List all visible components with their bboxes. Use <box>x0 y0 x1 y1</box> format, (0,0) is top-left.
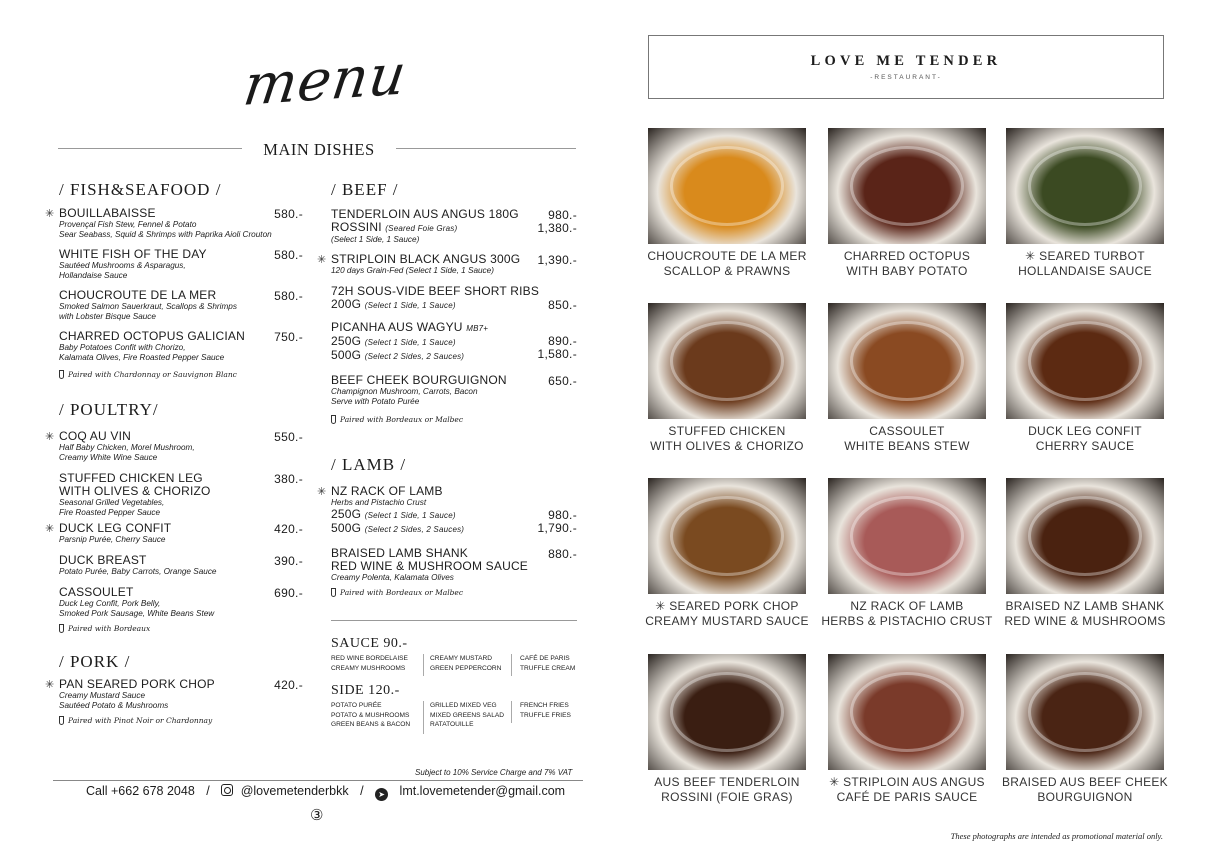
item-name: 72H SOUS-VIDE BEEF SHORT RIBS <box>331 284 540 298</box>
plate-shape <box>1028 672 1142 752</box>
item-desc: Potato Purée, Baby Carrots, Orange Sauce <box>59 567 217 576</box>
item-variant: 200G (Select 1 Side, 1 Sauce) <box>331 297 456 311</box>
item-desc: Baby Potatoes Confit with Chorizo, <box>59 343 186 352</box>
caption-line: AUS BEEF TENDERLOIN <box>654 775 800 789</box>
item-name: DUCK BREAST <box>59 553 147 567</box>
item-price: 1,790.- <box>537 521 577 535</box>
menu-item-white-fish <box>59 248 207 280</box>
dish-photo <box>1006 128 1164 244</box>
caption-line: CREAMY MUSTARD SAUCE <box>645 614 809 628</box>
caption-line: WITH BABY POTATO <box>846 264 968 278</box>
menu-item-octopus <box>59 330 245 362</box>
plate-shape <box>850 321 964 401</box>
side-option: FRENCH FRIES <box>520 702 569 709</box>
brand-name: LOVE ME TENDER <box>810 53 1002 69</box>
caption-line: DUCK LEG CONFIT <box>1028 424 1142 438</box>
pairing-text: Paired with Pinot Noir or Chardonnay <box>68 716 213 725</box>
item-name: WITH OLIVES & CHORIZO <box>59 484 211 498</box>
item-desc: Seasonal Grilled Vegetables, <box>59 498 165 507</box>
item-name: BOUILLABAISSE <box>59 206 156 220</box>
side-list <box>430 701 504 730</box>
wine-glass-icon <box>59 716 64 725</box>
item-price: 550.- <box>274 430 303 444</box>
item-desc: Parsnip Purée, Cherry Sauce <box>59 535 166 544</box>
caption-line: CHERRY SAUCE <box>1035 439 1135 453</box>
dish-caption <box>818 249 996 279</box>
side-option: POTATO PURÉE <box>331 702 382 709</box>
item-desc: Half Baby Chicken, Morel Mushroom, <box>59 443 195 452</box>
signature-star-icon: ✳ <box>45 679 55 691</box>
item-name: STUFFED CHICKEN LEG <box>59 471 203 485</box>
menu-item-striploin <box>331 253 520 276</box>
item-desc: Creamy Mustard Sauce <box>59 691 146 700</box>
menu-item-cassoulet <box>59 586 214 618</box>
item-price: 890.- <box>548 334 577 348</box>
caption-line: WHITE BEANS STEW <box>844 439 970 453</box>
caption-line: CHARRED OCTOPUS <box>843 249 971 263</box>
dish-caption <box>818 775 996 805</box>
item-name: CASSOULET <box>59 585 134 599</box>
item-name: CHOUCROUTE DE LA MER <box>59 288 217 302</box>
item-price: 980.- <box>548 508 577 522</box>
signature-star-icon: ✳ <box>45 208 55 220</box>
signature-star-icon: ✳ <box>317 486 327 498</box>
side-heading: SIDE 120.- <box>331 683 400 698</box>
menu-item-rack-of-lamb <box>331 485 464 536</box>
item-name: COQ AU VIN <box>59 429 132 443</box>
item-desc: Hollandaise Sauce <box>59 270 128 280</box>
plate-shape <box>850 146 964 226</box>
caption-line: STUFFED CHICKEN <box>668 424 786 438</box>
menu-item-bouillabaisse <box>59 207 272 239</box>
item-desc: Smoked Pork Sausage, White Beans Stew <box>59 608 215 618</box>
item-price: 980.- <box>548 208 577 222</box>
side-option: RATATOUILLE <box>430 721 474 729</box>
dish-photo <box>828 654 986 770</box>
item-variant: 250G (Select 1 Side, 1 Sauce) <box>331 334 456 348</box>
item-name: NZ RACK OF LAMB <box>331 484 443 498</box>
separator: / <box>360 784 364 798</box>
menu-item-stuffed-chicken <box>59 472 211 517</box>
dish-caption <box>818 424 996 454</box>
menu-item-tenderloin <box>331 208 519 245</box>
item-price: 580.- <box>274 248 303 262</box>
main-dishes-heading: MAIN DISHES <box>263 140 375 159</box>
caption-line: NZ RACK OF LAMB <box>850 599 964 613</box>
separator: / <box>206 784 210 798</box>
wine-pairing-note <box>59 624 150 633</box>
wine-glass-icon <box>59 370 64 379</box>
item-name: BRAISED LAMB SHANK <box>331 546 468 560</box>
caption-line: CHOUCROUTE DE LA MER <box>647 249 807 263</box>
item-price: 690.- <box>274 586 303 600</box>
item-desc: Creamy White Wine Sauce <box>59 452 158 462</box>
wine-glass-icon <box>331 588 336 597</box>
signature-star-icon: ✳ <box>45 431 55 443</box>
menu-item-beef-cheek <box>331 374 507 406</box>
caption-line: HOLLANDAISE SAUCE <box>1018 264 1152 278</box>
item-desc: Champignon Mushroom, Carrots, Bacon <box>331 387 478 396</box>
item-desc: Sautéed Mushrooms & Asparagus, <box>59 261 186 270</box>
plate-shape <box>850 672 964 752</box>
item-desc: Sear Seabass, Squid & Shrimps with Paprika Aioli Crouton <box>59 229 272 239</box>
side-option: GRILLED MIXED VEG <box>430 702 497 709</box>
item-price: 420.- <box>274 678 303 692</box>
item-name: TENDERLOIN AUS ANGUS 180G <box>331 207 519 221</box>
side-option: GREEN BEANS & BACON <box>331 721 411 729</box>
plate-shape <box>670 321 784 401</box>
dish-caption <box>818 599 996 629</box>
divider <box>58 148 242 149</box>
divider <box>53 780 583 781</box>
email-address[interactable]: lmt.lovemetender@gmail.com <box>399 784 566 798</box>
item-price: 850.- <box>548 298 577 312</box>
caption-line: ✳ SEARED PORK CHOP <box>655 599 799 613</box>
caption-line: CAFÉ DE PARIS SAUCE <box>836 790 978 804</box>
dish-photo <box>1006 478 1164 594</box>
item-name: BEEF CHEEK BOURGUIGNON <box>331 373 507 387</box>
column-divider <box>511 654 512 676</box>
menu-item-choucroute <box>59 289 237 321</box>
dish-caption <box>996 775 1174 805</box>
dish-photo <box>648 478 806 594</box>
menu-item-pork-chop <box>59 678 215 710</box>
item-desc: Provençal Fish Stew, Fennel & Potato <box>59 220 197 229</box>
item-name: WHITE FISH OF THE DAY <box>59 247 207 261</box>
caption-line: RED WINE & MUSHROOMS <box>1004 614 1166 628</box>
item-variant: ROSSINI (Seared Foie Gras) <box>331 220 458 234</box>
item-name: DUCK LEG CONFIT <box>59 521 172 535</box>
item-price: 580.- <box>274 289 303 303</box>
item-price: 380.- <box>274 472 303 486</box>
item-price: 580.- <box>274 207 303 221</box>
column-divider <box>423 701 424 734</box>
sauce-option: CREAMY MUSHROOMS <box>331 664 406 672</box>
column-divider <box>423 654 424 676</box>
menu-item-picanha <box>331 321 488 363</box>
service-charge-note: Subject to 10% Service Charge and 7% VAT <box>415 768 573 777</box>
dish-photo <box>648 128 806 244</box>
section-poultry: / POULTRY/ <box>59 400 159 419</box>
item-desc: (Select 1 Side, 1 Sauce) <box>331 235 420 244</box>
contact-footer <box>86 784 565 801</box>
brand-subtitle: -RESTAURANT- <box>870 74 942 81</box>
item-price: 420.- <box>274 522 303 536</box>
pairing-text: Paired with Bordeaux or Malbec <box>340 588 464 597</box>
brand-logo-box <box>648 35 1164 99</box>
pairing-text: Paired with Bordeaux or Malbec <box>340 415 464 424</box>
menu-item-duck-leg <box>59 522 171 545</box>
caption-line: SCALLOP & PRAWNS <box>663 264 791 278</box>
menu-item-lamb-shank <box>331 547 528 583</box>
item-desc: Fire Roasted Pepper Sauce <box>59 507 161 517</box>
side-option: MIXED GREENS SALAD <box>430 711 505 719</box>
divider <box>331 620 577 621</box>
item-name: PICANHA AUS WAGYU MB7+ <box>331 320 489 334</box>
item-name: STRIPLOIN BLACK ANGUS 300G <box>331 252 521 266</box>
menu-item-short-ribs <box>331 285 539 312</box>
item-variant: 500G (Select 2 Sides, 2 Sauces) <box>331 348 465 362</box>
wine-pairing-note <box>331 588 463 597</box>
plate-shape <box>670 672 784 752</box>
column-divider <box>511 701 512 723</box>
dish-photo <box>1006 303 1164 419</box>
telegram-icon: ➤ <box>375 788 388 801</box>
item-desc: Sautéed Potato & Mushrooms <box>59 700 169 710</box>
plate-shape <box>850 496 964 576</box>
sauce-option: GREEN PEPPERCORN <box>430 664 502 672</box>
dish-caption <box>996 424 1174 454</box>
item-variant: 250G (Select 1 Side, 1 Sauce) <box>331 506 456 521</box>
plate-shape <box>1028 496 1142 576</box>
plate-shape <box>1028 321 1142 401</box>
sauce-option: CREAMY MUSTARD <box>430 655 493 662</box>
wine-pairing-note <box>59 370 237 379</box>
dish-photo <box>648 303 806 419</box>
dish-photo <box>1006 654 1164 770</box>
item-desc: Serve with Potato Purée <box>331 396 420 406</box>
side-list <box>520 701 571 720</box>
dish-photo <box>828 128 986 244</box>
section-fish-seafood: / FISH&SEAFOOD / <box>59 180 222 199</box>
divider <box>396 148 576 149</box>
section-pork: / PORK / <box>59 652 131 671</box>
item-desc: Smoked Salmon Sauerkraut, Scallops & Shrimps <box>59 302 237 311</box>
phone-number[interactable]: Call +662 678 2048 <box>86 784 195 798</box>
caption-line: BOURGUIGNON <box>1037 790 1133 804</box>
item-name: PAN SEARED PORK CHOP <box>59 677 215 691</box>
section-lamb: / LAMB / <box>331 455 407 474</box>
menu-item-coq-au-vin <box>59 430 195 462</box>
side-option: TRUFFLE FRIES <box>520 711 571 719</box>
item-price: 650.- <box>548 374 577 388</box>
wine-glass-icon <box>59 624 64 633</box>
menu-item-duck-breast <box>59 554 216 577</box>
item-price: 1,580.- <box>537 347 577 361</box>
sauce-option: RED WINE BORDELAISE <box>331 655 408 662</box>
item-name: RED WINE & MUSHROOM SAUCE <box>331 559 529 573</box>
side-option: POTATO & MUSHROOMS <box>331 711 410 719</box>
caption-line: BRAISED AUS BEEF CHEEK <box>1002 775 1168 789</box>
wine-pairing-note <box>331 415 463 424</box>
page-number: ③ <box>310 807 324 824</box>
plate-shape <box>1028 146 1142 226</box>
plate-shape <box>670 496 784 576</box>
item-desc: Creamy Polenta, Kalamata Olives <box>331 573 454 582</box>
side-list <box>331 701 410 730</box>
sauce-list <box>430 654 501 673</box>
caption-line: CASSOULET <box>869 424 945 438</box>
dish-photo <box>828 303 986 419</box>
caption-line: HERBS & PISTACHIO CRUST <box>821 614 993 628</box>
dish-caption <box>638 599 816 629</box>
dish-caption <box>638 775 816 805</box>
dish-photo <box>648 654 806 770</box>
item-variant: 500G (Select 2 Sides, 2 Sauces) <box>331 520 465 535</box>
caption-line: WITH OLIVES & CHORIZO <box>650 439 804 453</box>
sauce-list <box>331 654 408 673</box>
item-desc: Duck Leg Confit, Pork Belly, <box>59 599 161 608</box>
sauce-list <box>520 654 575 673</box>
caption-line: BRAISED NZ LAMB SHANK <box>1005 599 1165 613</box>
item-desc: Herbs and Pistachio Crust <box>331 498 427 507</box>
photo-disclaimer: These photographs are intended as promotional material only. <box>950 831 1163 841</box>
dish-caption <box>638 249 816 279</box>
menu-script-title: menu <box>239 41 411 120</box>
plate-shape <box>670 146 784 226</box>
wine-glass-icon <box>331 415 336 424</box>
section-beef: / BEEF / <box>331 180 399 199</box>
item-name: CHARRED OCTOPUS GALICIAN <box>59 329 245 343</box>
item-price: 1,390.- <box>537 253 577 267</box>
sauce-option: TRUFFLE CREAM <box>520 664 576 672</box>
caption-line: ✳ STRIPLOIN AUS ANGUS <box>829 775 985 789</box>
instagram-handle[interactable]: @lovemetenderbkk <box>240 784 349 798</box>
pairing-text: Paired with Chardonnay or Sauvignon Blanc <box>68 370 237 379</box>
item-price: 1,380.- <box>537 221 577 235</box>
caption-line: ROSSINI (FOIE GRAS) <box>661 790 793 804</box>
sauce-heading: SAUCE 90.- <box>331 636 408 651</box>
instagram-icon <box>221 784 233 796</box>
dish-photo <box>828 478 986 594</box>
sauce-option: CAFÉ DE PARIS <box>520 655 570 662</box>
dish-caption <box>996 249 1174 279</box>
item-desc: 120 days Grain-Fed (Select 1 Side, 1 Sauce) <box>331 266 494 275</box>
item-price: 750.- <box>274 330 303 344</box>
item-desc: with Lobster Bisque Sauce <box>59 311 156 321</box>
wine-pairing-note <box>59 716 212 725</box>
signature-star-icon: ✳ <box>317 254 327 266</box>
dish-caption <box>996 599 1174 629</box>
caption-line: ✳ SEARED TURBOT <box>1025 249 1145 263</box>
item-desc: Kalamata Olives, Fire Roasted Pepper Sauce <box>59 352 225 362</box>
item-price: 390.- <box>274 554 303 568</box>
item-price: 880.- <box>548 547 577 561</box>
pairing-text: Paired with Bordeaux <box>68 624 151 633</box>
dish-caption <box>638 424 816 454</box>
signature-star-icon: ✳ <box>45 523 55 535</box>
